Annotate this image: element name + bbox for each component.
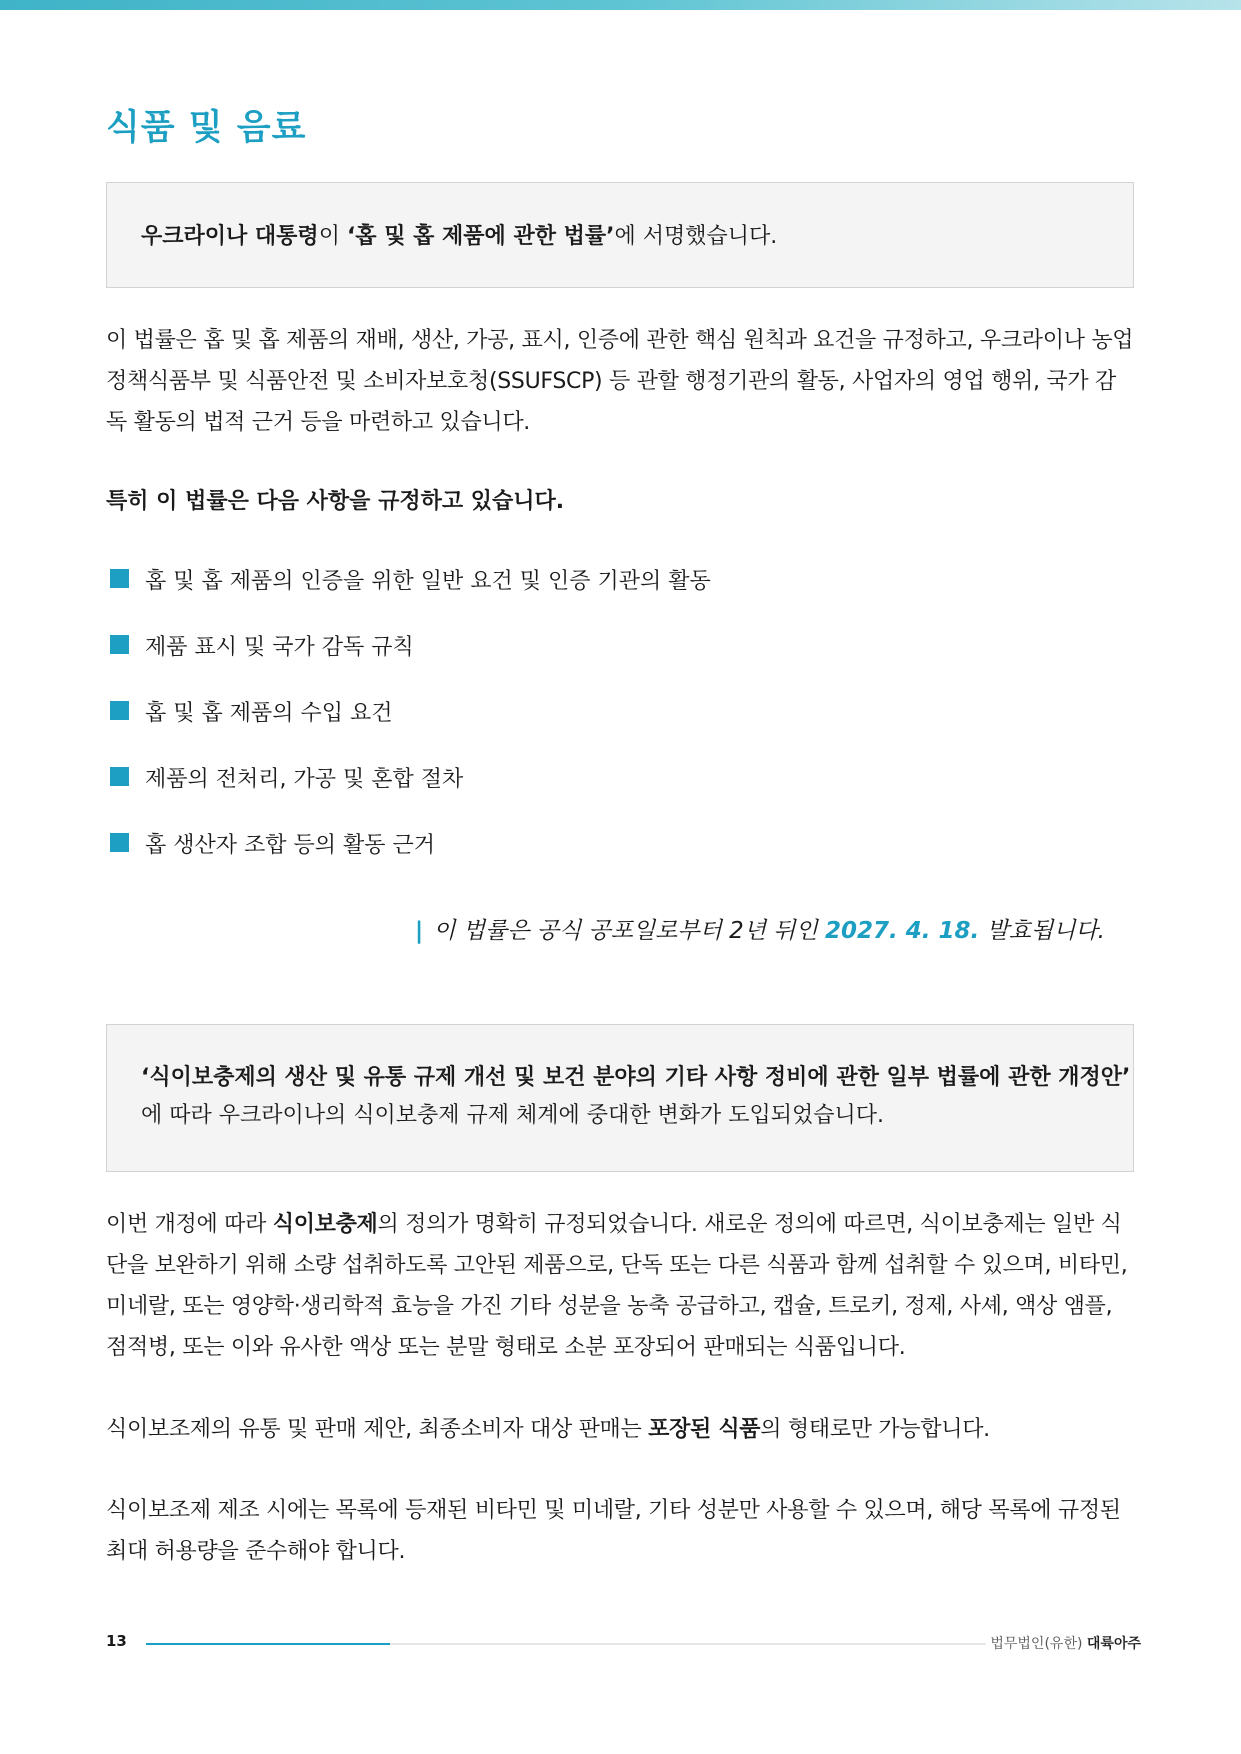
bullet-list <box>110 564 711 894</box>
callout-text-amendment: 에 따라 우크라이나의 식이보충제 규제 체계에 중대한 변화가 도입되었습니다. <box>141 1103 885 1128</box>
page-title: 식품 및 음료 <box>106 108 307 148</box>
effective-date: 2027. 4. 18. <box>825 918 980 944</box>
list-item: 제품의 전처리, 가공 및 혼합 절차 <box>110 762 711 828</box>
square-bullet-icon <box>110 569 129 588</box>
page-number: 13 <box>106 1632 127 1650</box>
callout-text: 이 <box>318 224 347 249</box>
effective-date-note: | 이 법률은 공식 공포일로부터 2년 뒤인 2027. 4. 18. 발효됩니다. <box>414 918 1105 944</box>
top-accent-bar <box>0 0 1241 10</box>
list-item: 홉 및 홉 제품의 수입 요건 <box>110 696 711 762</box>
footer-divider-accent <box>146 1643 390 1645</box>
list-item: 홉 생산자 조합 등의 활동 근거 <box>110 828 711 894</box>
paragraph-supplement-definition: 이번 개정에 따라 식이보충제의 정의가 명확히 규정되었습니다. 새로운 정의에 따르면, 식이보충제는 일반 식단을 보완하기 위해 소량 섭취하도록 고안된 제품으로, 단독 또는 다른 식품과 함께 섭취할 수 있으며, 비타민, 미네랄, 또는 영양학·생리학적 효능을 가진 기타 성분을 농축 공급하고, 캡슐, 트로키, 정제, 사셰, 액상 앰플, 점적병, 또는 이와 유사한 액상 또는 분말 형태로 소분 포장되어 판매되는 식품입니다. <box>106 1212 1128 1360</box>
section-subheading: 특히 이 법률은 다음 사항을 규정하고 있습니다. <box>106 489 565 514</box>
square-bullet-icon <box>110 635 129 654</box>
square-bullet-icon <box>110 767 129 786</box>
callout-bold-amendment: ‘식이보충제의 생산 및 유통 규제 개선 및 보건 분야의 기타 사항 정비에 관한 일부 법률에 관한 개정안’ <box>141 1065 1131 1090</box>
callout-bold-law: ‘홉 및 홉 제품에 관한 법률’ <box>346 224 615 249</box>
footer-firm-name: 법무법인(유한) 대륙아주 <box>990 1636 1141 1652</box>
callout-box-supplement-law <box>106 1024 1134 1172</box>
list-item: 제품 표시 및 국가 감독 규칙 <box>110 630 711 696</box>
footer-divider <box>146 1643 986 1645</box>
square-bullet-icon <box>110 833 129 852</box>
callout-box-hop-law <box>106 182 1134 288</box>
square-bullet-icon <box>110 701 129 720</box>
callout-text-end: 에 서명했습니다. <box>614 224 778 249</box>
list-item: 홉 및 홉 제품의 인증을 위한 일반 요건 및 인증 기관의 활동 <box>110 564 711 630</box>
paragraph-manufacturing: 식이보조제 제조 시에는 목록에 등재된 비타민 및 미네랄, 기타 성분만 사용할 수 있으며, 해당 목록에 규정된 최대 허용량을 준수해야 합니다. <box>106 1498 1121 1564</box>
paragraph-hop-law: 이 법률은 홉 및 홉 제품의 재배, 생산, 가공, 표시, 인증에 관한 핵심 원칙과 요건을 규정하고, 우크라이나 농업정책식품부 및 식품안전 및 소비자보호청(SSUFSCP) 등 관할 행정기관의 활동, 사업자의 영업 행위, 국가 감독 활동의 법적 근거 등을 마련하고 있습니다. <box>106 328 1134 435</box>
callout-bold: 우크라이나 대통령 <box>141 224 319 249</box>
note-bar: | <box>414 918 424 944</box>
paragraph-packaged-food: 식이보조제의 유통 및 판매 제안, 최종소비자 대상 판매는 포장된 식품의 형태로만 가능합니다. <box>106 1417 990 1442</box>
